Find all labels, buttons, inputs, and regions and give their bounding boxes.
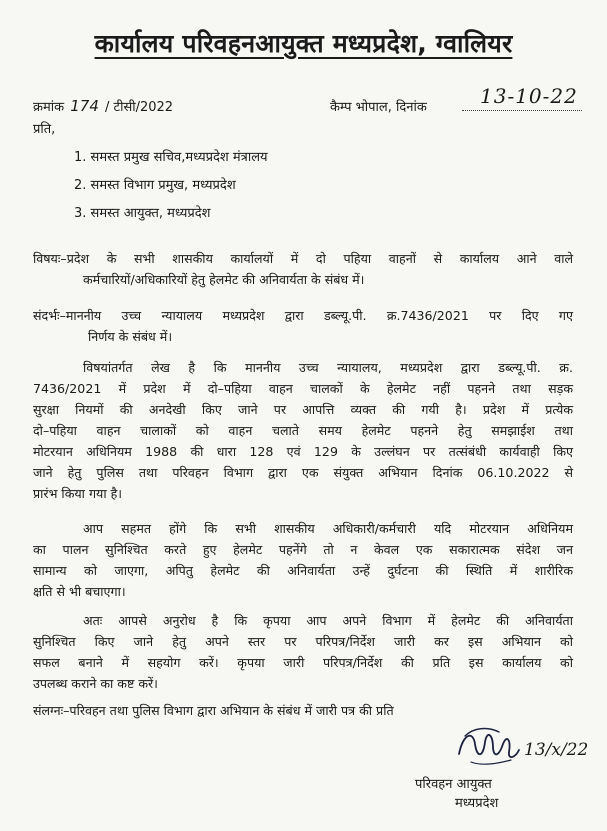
signatory-state: मध्यप्रदेश xyxy=(455,796,499,811)
office-title: कार्यालय परिवहनआयुक्त मध्यप्रदेश, ग्वालियर xyxy=(94,29,513,58)
recipient-3: 3. समस्त आयुक्त, मध्यप्रदेश xyxy=(74,206,211,221)
enclosure-line: संलग्नः–परिवहन तथा पुलिस विभाग द्वारा अभियान के संबंध में जारी पत्र की प्रति xyxy=(33,703,394,718)
recipient-2: 2. समस्त विभाग प्रमुख, मध्यप्रदेश xyxy=(74,178,236,193)
body-line: का पालन सुनिश्चित करते हुए हेलमेट पहनेंगे तो न केवल एक सकारात्मक संदेश जन xyxy=(33,542,573,557)
handwritten-date: 13-10-22 xyxy=(480,84,578,108)
body-line: दो–पहिया वाहन चालाकों को वाहन चलाते समय हेलमेट पहनने हेतु समझाईश तथा xyxy=(33,423,573,438)
body-line: अतः आपसे अनुरोध है कि कृपया आप अपने विभाग में हेलमेट की अनिवार्यता xyxy=(83,613,573,628)
body-line: उपलब्ध कराने का कष्ट करें। xyxy=(33,676,158,691)
body-line: सफल बनाने में सहयोग करें। कृपया जारी परिपत्र/निर्देश की प्रति इस कार्यालय को xyxy=(33,655,573,670)
signature-date: 13/x/22 xyxy=(524,740,589,760)
context-line: संदर्भः–माननीय उच्च न्यायालय मध्यप्रदेश द्वारा डब्ल्यू.पी. क्र.7436/2021 पर दिए गए xyxy=(33,308,573,323)
addressee-prati: प्रति, xyxy=(33,122,56,137)
body-paragraph-1 xyxy=(33,357,573,504)
reference-handwritten-number: 174 xyxy=(70,97,99,115)
camp-label: कैम्प भोपाल, दिनांक xyxy=(330,100,427,115)
enclosure-block xyxy=(33,700,573,721)
context-block xyxy=(33,305,573,347)
subject-line: कर्मचारियों/अधिकारियों हेतु हेलमेट की अनिवार्यता के संबंध में। xyxy=(83,272,365,287)
recipient-1: 1. समस्त प्रमुख सचिव,मध्यप्रदेश मंत्रालय xyxy=(74,150,268,165)
body-line: 7436/2021 में प्रदेश में दो–पहिया वाहन चालकों के हेलमेट नहीं पहनने तथा सड़क xyxy=(33,381,573,396)
reference-prefix: क्रमांक xyxy=(33,100,65,115)
reference-suffix: / टीसी/2022 xyxy=(105,100,174,115)
reference-number xyxy=(33,97,173,115)
body-line: प्रारंभ किया गया है। xyxy=(33,486,123,501)
body-line: सामान्य को जाएगा, अपितु हेलमेट की अनिवार्यता उन्हें दुर्घटना की स्थिति में शारीरिक xyxy=(33,563,573,578)
signatory-designation: परिवहन आयुक्त xyxy=(415,777,492,792)
date-dotted-line xyxy=(462,110,582,111)
body-paragraph-3 xyxy=(33,610,573,694)
body-paragraph-2 xyxy=(33,518,573,602)
body-line: सुनिश्चित किए जाने हेतु अपने स्तर पर परिपत्र/निर्देश जारी कर इस अभियान को xyxy=(33,634,573,649)
subject-block xyxy=(33,248,573,290)
subject-line: विषयः–प्रदेश के सभी शासकीय कार्यालयों में दो पहिया वाहनों से कार्यालय आने वाले xyxy=(33,251,573,266)
context-line: निर्णय के संबंध में। xyxy=(88,329,173,344)
body-line: मोटरयान अधिनियम 1988 की धारा 128 एवं 129 के उल्लंघन पर तत्संबंधी कार्यवाही किए xyxy=(33,444,573,459)
body-line: सुरक्षा नियमों की अनदेखी किए जाने पर आपत्ति व्यक्त की गयी है। प्रदेश में प्रत्येक xyxy=(33,402,573,417)
body-line: जाने हेतु पुलिस तथा परिवहन विभाग द्वारा एक संयुक्त अभियान दिनांक 06.10.2022 से xyxy=(33,465,573,480)
signature-block xyxy=(415,720,595,810)
handwritten-signature xyxy=(453,724,523,768)
body-line: विषयांतर्गत लेख है कि माननीय उच्च न्यायालय, मध्यप्रदेश द्वारा डब्ल्यू.पी. क्र. xyxy=(83,360,573,375)
body-line: आप सहमत होंगे कि सभी शासकीय अधिकारी/कर्मचारी यदि मोटरयान अधिनियम xyxy=(83,521,573,536)
body-line: क्षति से भी बचाएगा। xyxy=(33,584,126,599)
